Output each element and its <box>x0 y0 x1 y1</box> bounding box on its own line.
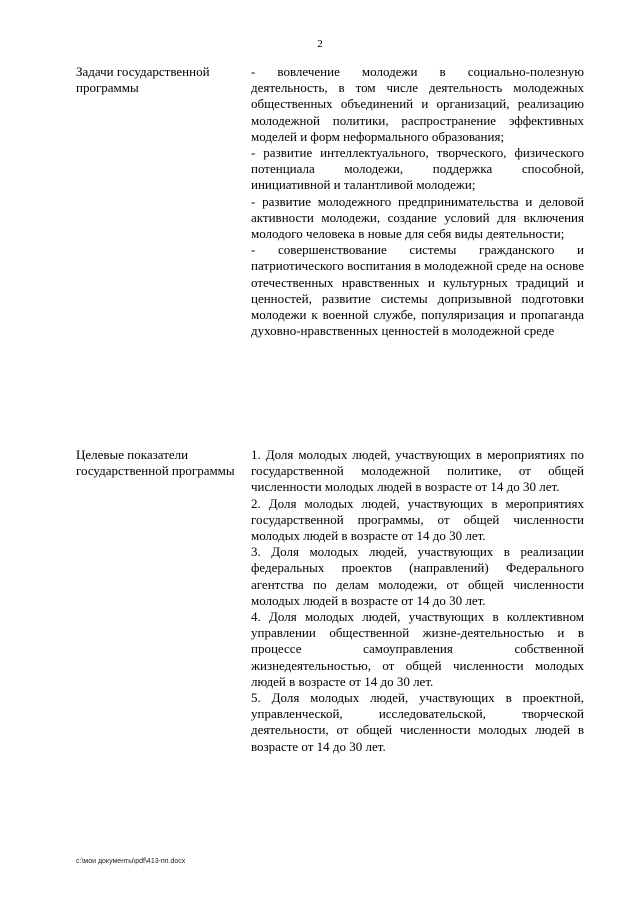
indicator-item: 3. Доля молодых людей, участвующих в реализации федеральных проектов (направлений) Федерального агентства по делам молодежи, от общей численности молодых людей в возрасте от 14 до 30 лет. <box>251 544 584 608</box>
indicator-item: 1. Доля молодых людей, участвующих в мероприятиях по государственной молодежной политике, от общей численности молодых людей в возрасте от 14 до 30 лет. <box>251 447 584 495</box>
indicators-label: Целевые показатели государственной программы <box>76 447 235 479</box>
footer-file-path: c:\мои документы\pdf\413-пп.docx <box>76 858 186 865</box>
task-item: - развитие интеллектуального, творческого, физического потенциала молодежи, поддержка способной, инициативной и талантливой молодежи; <box>251 145 584 193</box>
indicator-item: 5. Доля молодых людей, участвующих в проектной, управленческой, исследовательской, творческой деятельности, от общей численности молодых людей в возрасте от 14 до 30 лет. <box>251 690 584 754</box>
tasks-content <box>251 64 584 339</box>
task-item: - вовлечение молодежи в социально-полезную деятельность, в том числе деятельность молодежных общественных объединений и организаций, реализацию молодежной политики, распространение эффективных моделей и форм неформального образования; <box>251 64 584 144</box>
page-number: 2 <box>317 38 323 50</box>
task-item: - развитие молодежного предпринимательства и деловой активности молодежи, создание условий для включения молодого человека в новые для себя виды деятельности; <box>251 193 584 242</box>
indicators-content <box>251 447 584 755</box>
indicator-item: 4. Доля молодых людей, участвующих в коллективном управлении общественной жизне-деятельностью и в процессе самоуправления собственной жизнедеятельностью, от общей численности молодых людей в возрасте от 14 до 30 лет. <box>251 609 584 689</box>
indicator-item: 2. Доля молодых людей, участвующих в мероприятиях государственной программы, от общей численности молодых людей в возрасте от 14 до 30 лет. <box>251 495 584 544</box>
tasks-label: Задачи государственной программы <box>76 64 210 96</box>
task-item: - совершенствование системы гражданского и патриотического воспитания в молодежной среде на основе отечественных нравственных и культурных традиций и ценностей, развитие системы допризывной подготовки молодежи к военной службе, популяризация и пропаганда духовно-нравственных ценностей в молодежной среде <box>251 242 584 339</box>
